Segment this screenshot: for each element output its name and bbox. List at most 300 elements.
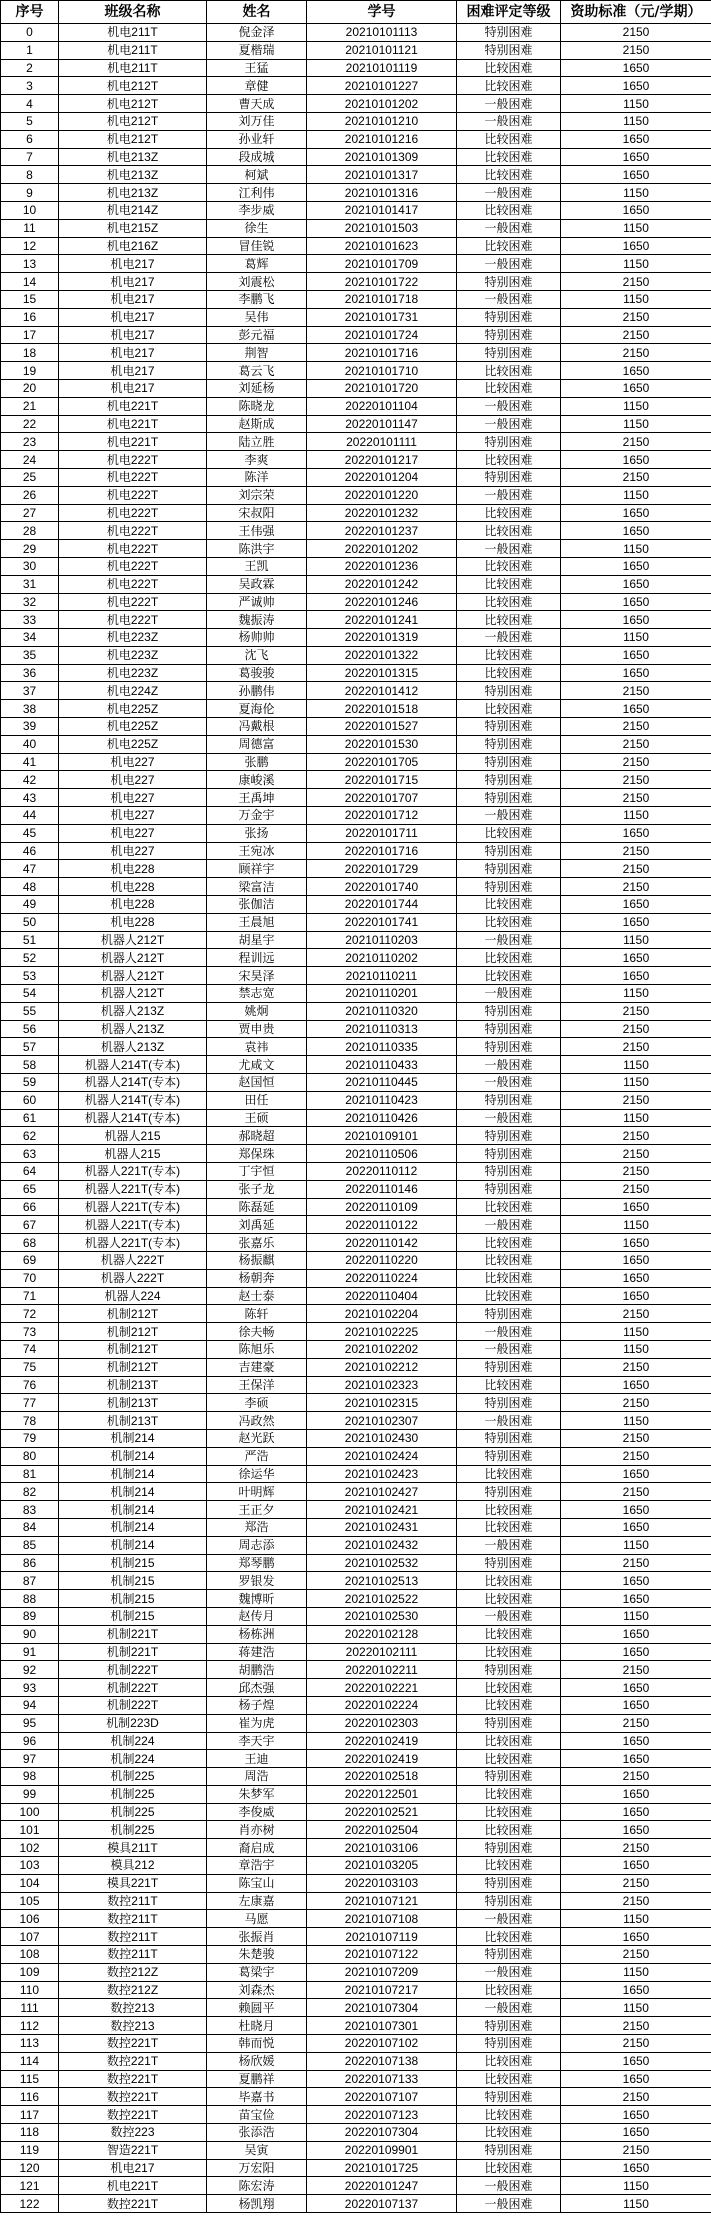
seq-cell[interactable]: 72 (1, 1305, 59, 1323)
level-cell[interactable]: 一般困难 (457, 985, 561, 1003)
class-cell[interactable]: 机电216Z (59, 237, 207, 255)
name-cell[interactable]: 徐运华 (207, 1465, 307, 1483)
class-cell[interactable]: 机制215 (59, 1572, 207, 1590)
amount-cell[interactable]: 1650 (561, 130, 711, 148)
level-cell[interactable]: 特别困难 (457, 789, 561, 807)
amount-cell[interactable]: 1650 (561, 1821, 711, 1839)
student-id-cell[interactable]: 20220110109 (307, 1198, 457, 1216)
class-cell[interactable]: 机电221T (59, 397, 207, 415)
class-cell[interactable]: 数控211T (59, 1928, 207, 1946)
amount-cell[interactable]: 1650 (561, 77, 711, 95)
level-cell[interactable]: 比较困难 (457, 1679, 561, 1697)
seq-cell[interactable]: 17 (1, 326, 59, 344)
seq-cell[interactable]: 79 (1, 1429, 59, 1447)
seq-cell[interactable]: 110 (1, 1981, 59, 1999)
student-id-cell[interactable]: 20220101741 (307, 913, 457, 931)
student-id-cell[interactable]: 20220102419 (307, 1750, 457, 1768)
level-cell[interactable]: 特别困难 (457, 1661, 561, 1679)
student-id-cell[interactable]: 20210102202 (307, 1340, 457, 1358)
seq-cell[interactable]: 87 (1, 1572, 59, 1590)
level-cell[interactable]: 特别困难 (457, 1127, 561, 1145)
student-id-cell[interactable]: 20210107304 (307, 1999, 457, 2017)
seq-cell[interactable]: 6 (1, 130, 59, 148)
amount-cell[interactable]: 1650 (561, 1518, 711, 1536)
name-cell[interactable]: 裔启成 (207, 1839, 307, 1857)
name-cell[interactable]: 刘宗荣 (207, 486, 307, 504)
class-cell[interactable]: 数控221T (59, 2052, 207, 2070)
amount-cell[interactable]: 2150 (561, 1163, 711, 1181)
level-cell[interactable]: 一般困难 (457, 807, 561, 825)
student-id-cell[interactable]: 20210109101 (307, 1127, 457, 1145)
amount-cell[interactable]: 1150 (561, 1607, 711, 1625)
level-cell[interactable]: 比较困难 (457, 896, 561, 914)
student-id-cell[interactable]: 20210101216 (307, 130, 457, 148)
level-cell[interactable]: 比较困难 (457, 1696, 561, 1714)
seq-cell[interactable]: 114 (1, 2052, 59, 2070)
amount-cell[interactable]: 2150 (561, 468, 711, 486)
seq-cell[interactable]: 51 (1, 931, 59, 949)
seq-cell[interactable]: 115 (1, 2070, 59, 2088)
level-cell[interactable]: 比较困难 (457, 1501, 561, 1519)
student-id-cell[interactable]: 20220102521 (307, 1803, 457, 1821)
class-cell[interactable]: 机制222T (59, 1696, 207, 1714)
name-cell[interactable]: 陈磊延 (207, 1198, 307, 1216)
level-cell[interactable]: 一般困难 (457, 1412, 561, 1430)
student-id-cell[interactable]: 20220110224 (307, 1269, 457, 1287)
student-id-cell[interactable]: 20210101731 (307, 308, 457, 326)
student-id-cell[interactable]: 20210110426 (307, 1109, 457, 1127)
level-cell[interactable]: 比较困难 (457, 1251, 561, 1269)
amount-cell[interactable]: 1650 (561, 2124, 711, 2142)
class-cell[interactable]: 机制215 (59, 1590, 207, 1608)
level-cell[interactable]: 特别困难 (457, 1180, 561, 1198)
student-id-cell[interactable]: 20220102518 (307, 1768, 457, 1786)
amount-cell[interactable]: 2150 (561, 1145, 711, 1163)
class-cell[interactable]: 数控221T (59, 2035, 207, 2053)
seq-cell[interactable]: 74 (1, 1340, 59, 1358)
name-cell[interactable]: 蒋建浩 (207, 1643, 307, 1661)
amount-cell[interactable]: 2150 (561, 1127, 711, 1145)
student-id-cell[interactable]: 20210102225 (307, 1323, 457, 1341)
class-cell[interactable]: 机器人222T (59, 1251, 207, 1269)
amount-cell[interactable]: 2150 (561, 344, 711, 362)
name-cell[interactable]: 杨凯翔 (207, 2195, 307, 2213)
seq-cell[interactable]: 39 (1, 718, 59, 736)
level-cell[interactable]: 比较困难 (457, 1518, 561, 1536)
class-cell[interactable]: 数控212Z (59, 1981, 207, 1999)
amount-cell[interactable]: 1650 (561, 2070, 711, 2088)
header-class[interactable]: 班级名称 (59, 1, 207, 24)
name-cell[interactable]: 张添浩 (207, 2124, 307, 2142)
student-id-cell[interactable]: 20210110335 (307, 1038, 457, 1056)
class-cell[interactable]: 机电227 (59, 824, 207, 842)
student-id-cell[interactable]: 20220107137 (307, 2195, 457, 2213)
name-cell[interactable]: 王正夕 (207, 1501, 307, 1519)
amount-cell[interactable]: 2150 (561, 2141, 711, 2159)
level-cell[interactable]: 比较困难 (457, 1572, 561, 1590)
amount-cell[interactable]: 1650 (561, 664, 711, 682)
name-cell[interactable]: 梁富洁 (207, 878, 307, 896)
class-cell[interactable]: 机器人215 (59, 1145, 207, 1163)
student-id-cell[interactable]: 20220101319 (307, 629, 457, 647)
amount-cell[interactable]: 1650 (561, 451, 711, 469)
amount-cell[interactable]: 1650 (561, 557, 711, 575)
level-cell[interactable]: 一般困难 (457, 1963, 561, 1981)
class-cell[interactable]: 机电228 (59, 860, 207, 878)
student-id-cell[interactable]: 20210101710 (307, 362, 457, 380)
amount-cell[interactable]: 1650 (561, 237, 711, 255)
seq-cell[interactable]: 121 (1, 2177, 59, 2195)
amount-cell[interactable]: 2150 (561, 2035, 711, 2053)
name-cell[interactable]: 荆智 (207, 344, 307, 362)
student-id-cell[interactable]: 20220101740 (307, 878, 457, 896)
amount-cell[interactable]: 1650 (561, 700, 711, 718)
name-cell[interactable]: 章健 (207, 77, 307, 95)
name-cell[interactable]: 陈洋 (207, 468, 307, 486)
amount-cell[interactable]: 1650 (561, 1732, 711, 1750)
class-cell[interactable]: 机电221T (59, 415, 207, 433)
amount-cell[interactable]: 1650 (561, 504, 711, 522)
amount-cell[interactable]: 2150 (561, 41, 711, 59)
level-cell[interactable]: 特别困难 (457, 1091, 561, 1109)
student-id-cell[interactable]: 20220110122 (307, 1216, 457, 1234)
student-id-cell[interactable]: 20210110423 (307, 1091, 457, 1109)
class-cell[interactable]: 机制214 (59, 1429, 207, 1447)
student-id-cell[interactable]: 20210110433 (307, 1056, 457, 1074)
name-cell[interactable]: 严浩 (207, 1447, 307, 1465)
student-id-cell[interactable]: 20210101121 (307, 41, 457, 59)
name-cell[interactable]: 杨子煌 (207, 1696, 307, 1714)
name-cell[interactable]: 沈飞 (207, 646, 307, 664)
level-cell[interactable]: 特别困难 (457, 1020, 561, 1038)
level-cell[interactable]: 一般困难 (457, 629, 561, 647)
seq-cell[interactable]: 2 (1, 59, 59, 77)
class-cell[interactable]: 数控213 (59, 1999, 207, 2017)
amount-cell[interactable]: 2150 (561, 1447, 711, 1465)
student-id-cell[interactable]: 20210107301 (307, 2017, 457, 2035)
name-cell[interactable]: 徐生 (207, 219, 307, 237)
name-cell[interactable]: 杜晓月 (207, 2017, 307, 2035)
seq-cell[interactable]: 49 (1, 896, 59, 914)
name-cell[interactable]: 夏鹏祥 (207, 2070, 307, 2088)
student-id-cell[interactable]: 20210101202 (307, 95, 457, 113)
seq-cell[interactable]: 52 (1, 949, 59, 967)
class-cell[interactable]: 机电221T (59, 433, 207, 451)
level-cell[interactable]: 特别困难 (457, 718, 561, 736)
name-cell[interactable]: 左康嘉 (207, 1892, 307, 1910)
class-cell[interactable]: 机电221T (59, 2177, 207, 2195)
amount-cell[interactable]: 1150 (561, 290, 711, 308)
amount-cell[interactable]: 1150 (561, 2195, 711, 2213)
amount-cell[interactable]: 1650 (561, 148, 711, 166)
student-id-cell[interactable]: 20220102224 (307, 1696, 457, 1714)
class-cell[interactable]: 机制225 (59, 1821, 207, 1839)
level-cell[interactable]: 比较困难 (457, 59, 561, 77)
amount-cell[interactable]: 1150 (561, 1999, 711, 2017)
name-cell[interactable]: 郑保珠 (207, 1145, 307, 1163)
seq-cell[interactable]: 40 (1, 735, 59, 753)
amount-cell[interactable]: 1150 (561, 540, 711, 558)
name-cell[interactable]: 孙鹏伟 (207, 682, 307, 700)
amount-cell[interactable]: 2150 (561, 1946, 711, 1964)
student-id-cell[interactable]: 20210102532 (307, 1554, 457, 1572)
student-id-cell[interactable]: 20210110313 (307, 1020, 457, 1038)
level-cell[interactable]: 特别困难 (457, 433, 561, 451)
student-id-cell[interactable]: 20210101503 (307, 219, 457, 237)
amount-cell[interactable]: 1650 (561, 967, 711, 985)
class-cell[interactable]: 机电217 (59, 255, 207, 273)
level-cell[interactable]: 比较困难 (457, 1625, 561, 1643)
header-level[interactable]: 困难评定等级 (457, 1, 561, 24)
name-cell[interactable]: 徐夫畅 (207, 1323, 307, 1341)
seq-cell[interactable]: 95 (1, 1714, 59, 1732)
seq-cell[interactable]: 103 (1, 1857, 59, 1875)
name-cell[interactable]: 姚炯 (207, 1002, 307, 1020)
seq-cell[interactable]: 60 (1, 1091, 59, 1109)
seq-cell[interactable]: 7 (1, 148, 59, 166)
student-id-cell[interactable]: 20220101705 (307, 753, 457, 771)
class-cell[interactable]: 机电217 (59, 273, 207, 291)
level-cell[interactable]: 比较困难 (457, 1287, 561, 1305)
level-cell[interactable]: 一般困难 (457, 95, 561, 113)
name-cell[interactable]: 郑琴鹏 (207, 1554, 307, 1572)
seq-cell[interactable]: 24 (1, 451, 59, 469)
name-cell[interactable]: 张嘉乐 (207, 1234, 307, 1252)
name-cell[interactable]: 张子龙 (207, 1180, 307, 1198)
seq-cell[interactable]: 30 (1, 557, 59, 575)
name-cell[interactable]: 段成城 (207, 148, 307, 166)
seq-cell[interactable]: 29 (1, 540, 59, 558)
class-cell[interactable]: 机电212T (59, 95, 207, 113)
seq-cell[interactable]: 50 (1, 913, 59, 931)
class-cell[interactable]: 机电222T (59, 611, 207, 629)
class-cell[interactable]: 智造221T (59, 2141, 207, 2159)
level-cell[interactable]: 特别困难 (457, 1145, 561, 1163)
class-cell[interactable]: 机制214 (59, 1518, 207, 1536)
class-cell[interactable]: 机电228 (59, 878, 207, 896)
amount-cell[interactable]: 1150 (561, 807, 711, 825)
seq-cell[interactable]: 11 (1, 219, 59, 237)
seq-cell[interactable]: 35 (1, 646, 59, 664)
name-cell[interactable]: 陈宏涛 (207, 2177, 307, 2195)
level-cell[interactable]: 特别困难 (457, 308, 561, 326)
class-cell[interactable]: 机电228 (59, 913, 207, 931)
class-cell[interactable]: 机电212T (59, 77, 207, 95)
class-cell[interactable]: 数控223 (59, 2124, 207, 2142)
seq-cell[interactable]: 4 (1, 95, 59, 113)
student-id-cell[interactable]: 20220107107 (307, 2088, 457, 2106)
seq-cell[interactable]: 56 (1, 1020, 59, 1038)
class-cell[interactable]: 机器人213Z (59, 1038, 207, 1056)
student-id-cell[interactable]: 20220101246 (307, 593, 457, 611)
name-cell[interactable]: 韩而悦 (207, 2035, 307, 2053)
amount-cell[interactable]: 1150 (561, 2177, 711, 2195)
student-id-cell[interactable]: 20220110220 (307, 1251, 457, 1269)
level-cell[interactable]: 特别困难 (457, 842, 561, 860)
level-cell[interactable]: 比较困难 (457, 913, 561, 931)
level-cell[interactable]: 特别困难 (457, 1429, 561, 1447)
class-cell[interactable]: 机电213Z (59, 148, 207, 166)
student-id-cell[interactable]: 20210102530 (307, 1607, 457, 1625)
seq-cell[interactable]: 66 (1, 1198, 59, 1216)
seq-cell[interactable]: 97 (1, 1750, 59, 1768)
student-id-cell[interactable]: 20220101104 (307, 397, 457, 415)
student-id-cell[interactable]: 20220101715 (307, 771, 457, 789)
name-cell[interactable]: 王禹坤 (207, 789, 307, 807)
level-cell[interactable]: 一般困难 (457, 540, 561, 558)
amount-cell[interactable]: 2150 (561, 433, 711, 451)
name-cell[interactable]: 刘森杰 (207, 1981, 307, 1999)
seq-cell[interactable]: 101 (1, 1821, 59, 1839)
amount-cell[interactable]: 1650 (561, 646, 711, 664)
class-cell[interactable]: 机制214 (59, 1465, 207, 1483)
class-cell[interactable]: 机电224Z (59, 682, 207, 700)
level-cell[interactable]: 特别困难 (457, 735, 561, 753)
name-cell[interactable]: 葛骏骏 (207, 664, 307, 682)
seq-cell[interactable]: 94 (1, 1696, 59, 1714)
amount-cell[interactable]: 2150 (561, 1483, 711, 1501)
level-cell[interactable]: 一般困难 (457, 1536, 561, 1554)
seq-cell[interactable]: 82 (1, 1483, 59, 1501)
class-cell[interactable]: 机器人212T (59, 931, 207, 949)
name-cell[interactable]: 陈轩 (207, 1305, 307, 1323)
level-cell[interactable]: 特别困难 (457, 1002, 561, 1020)
name-cell[interactable]: 田任 (207, 1091, 307, 1109)
student-id-cell[interactable]: 20220101518 (307, 700, 457, 718)
seq-cell[interactable]: 63 (1, 1145, 59, 1163)
name-cell[interactable]: 王硕 (207, 1109, 307, 1127)
class-cell[interactable]: 机电225Z (59, 718, 207, 736)
level-cell[interactable]: 一般困难 (457, 1323, 561, 1341)
amount-cell[interactable]: 2150 (561, 878, 711, 896)
seq-cell[interactable]: 22 (1, 415, 59, 433)
seq-cell[interactable]: 68 (1, 1234, 59, 1252)
seq-cell[interactable]: 25 (1, 468, 59, 486)
class-cell[interactable]: 机电222T (59, 486, 207, 504)
name-cell[interactable]: 王迪 (207, 1750, 307, 1768)
student-id-cell[interactable]: 20220110142 (307, 1234, 457, 1252)
amount-cell[interactable]: 2150 (561, 2088, 711, 2106)
level-cell[interactable]: 一般困难 (457, 112, 561, 130)
name-cell[interactable]: 王猛 (207, 59, 307, 77)
class-cell[interactable]: 机电217 (59, 326, 207, 344)
amount-cell[interactable]: 2150 (561, 735, 711, 753)
class-cell[interactable]: 机电217 (59, 344, 207, 362)
level-cell[interactable]: 比较困难 (457, 1198, 561, 1216)
level-cell[interactable]: 比较困难 (457, 700, 561, 718)
amount-cell[interactable]: 1150 (561, 219, 711, 237)
student-id-cell[interactable]: 20210101113 (307, 24, 457, 42)
name-cell[interactable]: 李硕 (207, 1394, 307, 1412)
name-cell[interactable]: 李鹏飞 (207, 290, 307, 308)
class-cell[interactable]: 数控211T (59, 1910, 207, 1928)
class-cell[interactable]: 机电222T (59, 540, 207, 558)
class-cell[interactable]: 机电225Z (59, 700, 207, 718)
level-cell[interactable]: 比较困难 (457, 593, 561, 611)
class-cell[interactable]: 机制212T (59, 1305, 207, 1323)
seq-cell[interactable]: 122 (1, 2195, 59, 2213)
amount-cell[interactable]: 1150 (561, 415, 711, 433)
seq-cell[interactable]: 83 (1, 1501, 59, 1519)
student-id-cell[interactable]: 20220101236 (307, 557, 457, 575)
amount-cell[interactable]: 1150 (561, 255, 711, 273)
amount-cell[interactable]: 1650 (561, 1785, 711, 1803)
amount-cell[interactable]: 1650 (561, 166, 711, 184)
class-cell[interactable]: 机器人214T(专本) (59, 1056, 207, 1074)
header-student-id[interactable]: 学号 (307, 1, 457, 24)
amount-cell[interactable]: 2150 (561, 1768, 711, 1786)
class-cell[interactable]: 机器人212T (59, 985, 207, 1003)
name-cell[interactable]: 赵光跃 (207, 1429, 307, 1447)
amount-cell[interactable]: 1650 (561, 362, 711, 380)
amount-cell[interactable]: 1650 (561, 2052, 711, 2070)
amount-cell[interactable]: 1650 (561, 201, 711, 219)
student-id-cell[interactable]: 20220102303 (307, 1714, 457, 1732)
seq-cell[interactable]: 77 (1, 1394, 59, 1412)
level-cell[interactable]: 一般困难 (457, 1999, 561, 2017)
name-cell[interactable]: 葛辉 (207, 255, 307, 273)
seq-cell[interactable]: 120 (1, 2159, 59, 2177)
student-id-cell[interactable]: 20220101729 (307, 860, 457, 878)
student-id-cell[interactable]: 20220101237 (307, 522, 457, 540)
name-cell[interactable]: 袁祎 (207, 1038, 307, 1056)
amount-cell[interactable]: 2150 (561, 1714, 711, 1732)
class-cell[interactable]: 机制222T (59, 1679, 207, 1697)
seq-cell[interactable]: 93 (1, 1679, 59, 1697)
class-cell[interactable]: 机制214 (59, 1501, 207, 1519)
name-cell[interactable]: 陈晓龙 (207, 397, 307, 415)
amount-cell[interactable]: 2150 (561, 273, 711, 291)
name-cell[interactable]: 周浩 (207, 1768, 307, 1786)
level-cell[interactable]: 特别困难 (457, 1394, 561, 1412)
student-id-cell[interactable]: 20210102424 (307, 1447, 457, 1465)
seq-cell[interactable]: 9 (1, 184, 59, 202)
student-id-cell[interactable]: 20210102431 (307, 1518, 457, 1536)
name-cell[interactable]: 吉建豪 (207, 1358, 307, 1376)
student-id-cell[interactable]: 20210102423 (307, 1465, 457, 1483)
class-cell[interactable]: 机制225 (59, 1768, 207, 1786)
seq-cell[interactable]: 48 (1, 878, 59, 896)
level-cell[interactable]: 特别困难 (457, 1839, 561, 1857)
name-cell[interactable]: 李爽 (207, 451, 307, 469)
seq-cell[interactable]: 59 (1, 1074, 59, 1092)
class-cell[interactable]: 机电213Z (59, 166, 207, 184)
student-id-cell[interactable]: 20220101247 (307, 2177, 457, 2195)
class-cell[interactable]: 机制224 (59, 1750, 207, 1768)
seq-cell[interactable]: 18 (1, 344, 59, 362)
student-id-cell[interactable]: 20210101724 (307, 326, 457, 344)
amount-cell[interactable]: 1150 (561, 112, 711, 130)
seq-cell[interactable]: 62 (1, 1127, 59, 1145)
name-cell[interactable]: 吴寅 (207, 2141, 307, 2159)
amount-cell[interactable]: 2150 (561, 1020, 711, 1038)
student-id-cell[interactable]: 20220107304 (307, 2124, 457, 2142)
level-cell[interactable]: 比较困难 (457, 664, 561, 682)
student-id-cell[interactable]: 20210101316 (307, 184, 457, 202)
name-cell[interactable]: 贾申贵 (207, 1020, 307, 1038)
name-cell[interactable]: 禁志宽 (207, 985, 307, 1003)
student-id-cell[interactable]: 20210110203 (307, 931, 457, 949)
seq-cell[interactable]: 112 (1, 2017, 59, 2035)
student-id-cell[interactable]: 20210102427 (307, 1483, 457, 1501)
level-cell[interactable]: 一般困难 (457, 1216, 561, 1234)
seq-cell[interactable]: 58 (1, 1056, 59, 1074)
name-cell[interactable]: 刘万佳 (207, 112, 307, 130)
level-cell[interactable]: 特别困难 (457, 1305, 561, 1323)
seq-cell[interactable]: 86 (1, 1554, 59, 1572)
amount-cell[interactable]: 1150 (561, 1074, 711, 1092)
seq-cell[interactable]: 108 (1, 1946, 59, 1964)
